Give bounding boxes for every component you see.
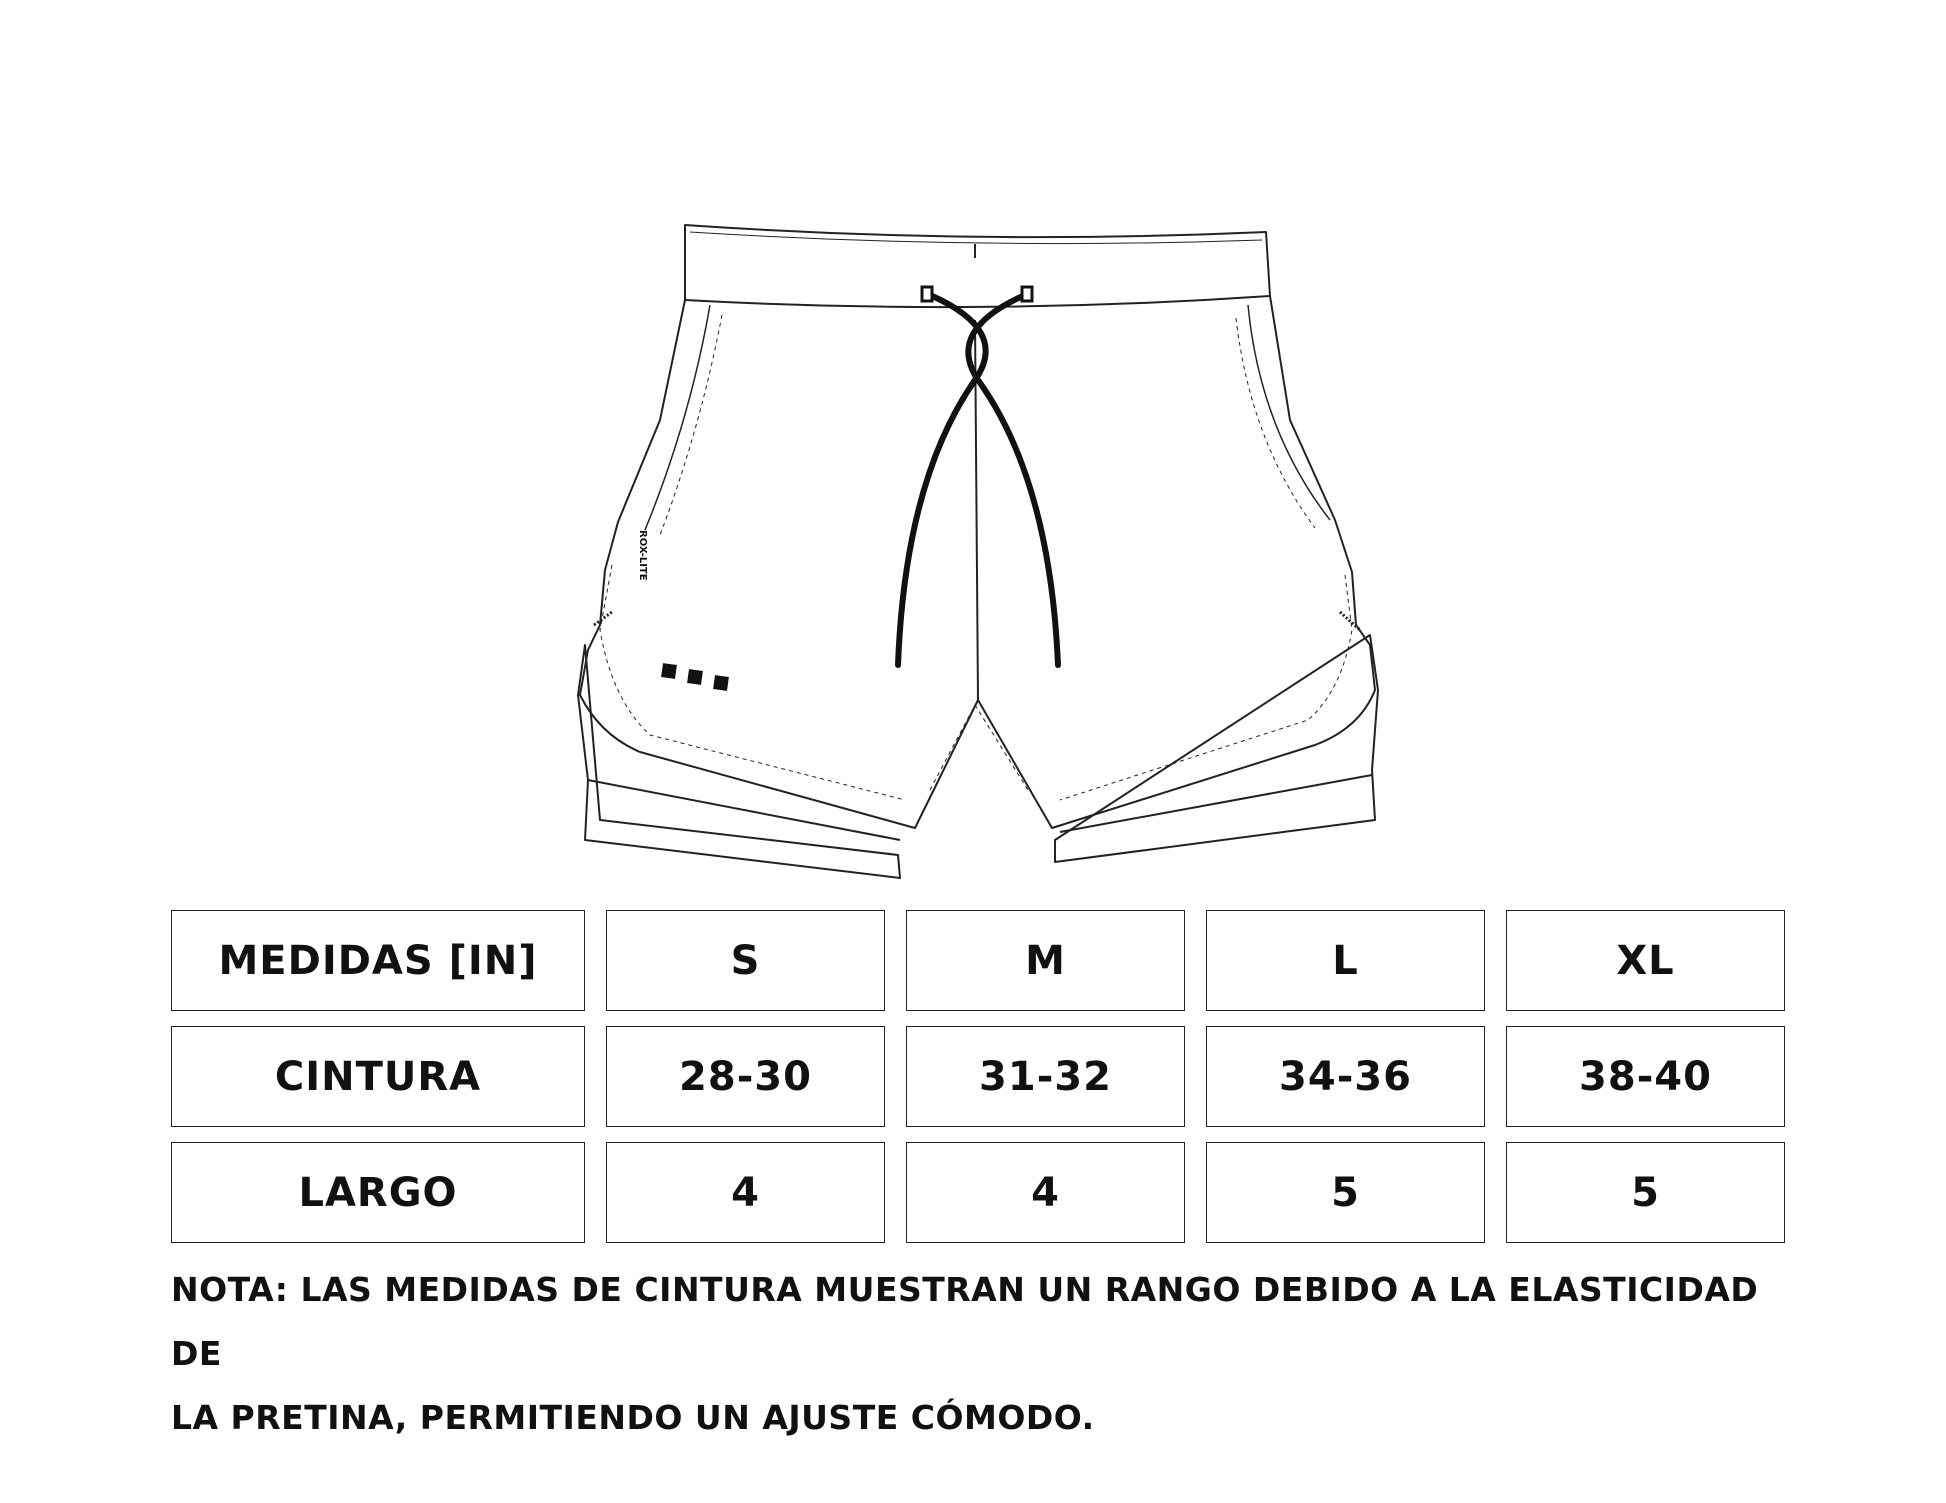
header-size-l	[1206, 910, 1485, 1011]
liner-left	[578, 645, 900, 878]
table-cell	[1206, 1026, 1485, 1127]
eyelet-right	[1022, 287, 1032, 301]
header-label-cell	[171, 910, 585, 1011]
cell-value: 4	[731, 1169, 760, 1216]
drawcord-left	[898, 295, 986, 665]
cell-value: 5	[1631, 1169, 1660, 1216]
cell-value: 34-36	[1279, 1053, 1412, 1100]
cell-value: 28-30	[679, 1053, 812, 1100]
size-label: S	[730, 937, 761, 984]
size-note	[171, 1258, 1811, 1450]
table-cell	[906, 1026, 1185, 1127]
waistband-inner	[690, 232, 1262, 244]
size-label: M	[1025, 937, 1066, 984]
cell-value: 38-40	[1579, 1053, 1712, 1100]
table-cell	[1206, 1142, 1485, 1243]
size-label: XL	[1616, 937, 1675, 984]
size-label: L	[1332, 937, 1359, 984]
note-line-1: NOTA: LAS MEDIDAS DE CINTURA MUESTRAN UN RANGO DEBIDO A LA ELASTICIDAD DE	[171, 1270, 1759, 1373]
table-cell	[606, 1026, 885, 1127]
waistband	[685, 225, 1270, 307]
row-label: LARGO	[298, 1169, 458, 1216]
table-cell	[906, 1142, 1185, 1243]
note-line-2: LA PRETINA, PERMITIENDO UN AJUSTE CÓMODO.	[171, 1398, 1095, 1437]
brand-tag: ROX-LITE	[637, 530, 648, 581]
table-cell	[1506, 1026, 1785, 1127]
cell-value: 31-32	[979, 1053, 1112, 1100]
row-label: CINTURA	[274, 1053, 482, 1100]
shorts-illustration	[560, 210, 1400, 910]
table-cell	[606, 1142, 885, 1243]
logo-square-2	[687, 669, 703, 685]
liner-right	[1055, 635, 1378, 862]
cell-value: 5	[1331, 1169, 1360, 1216]
logo-square-3	[713, 675, 729, 691]
row-label-cell	[171, 1142, 585, 1243]
shell-right	[978, 296, 1375, 828]
cell-value: 4	[1031, 1169, 1060, 1216]
table-cell	[1506, 1142, 1785, 1243]
header-size-s	[606, 910, 885, 1011]
drawcord-right	[968, 295, 1058, 665]
header-label: MEDIDAS [IN]	[218, 937, 538, 984]
logo-square-1	[661, 663, 677, 679]
liner-right-hem	[1060, 775, 1372, 832]
row-label-cell	[171, 1026, 585, 1127]
eyelet-left	[922, 287, 932, 301]
header-size-xl	[1506, 910, 1785, 1011]
header-size-m	[906, 910, 1185, 1011]
